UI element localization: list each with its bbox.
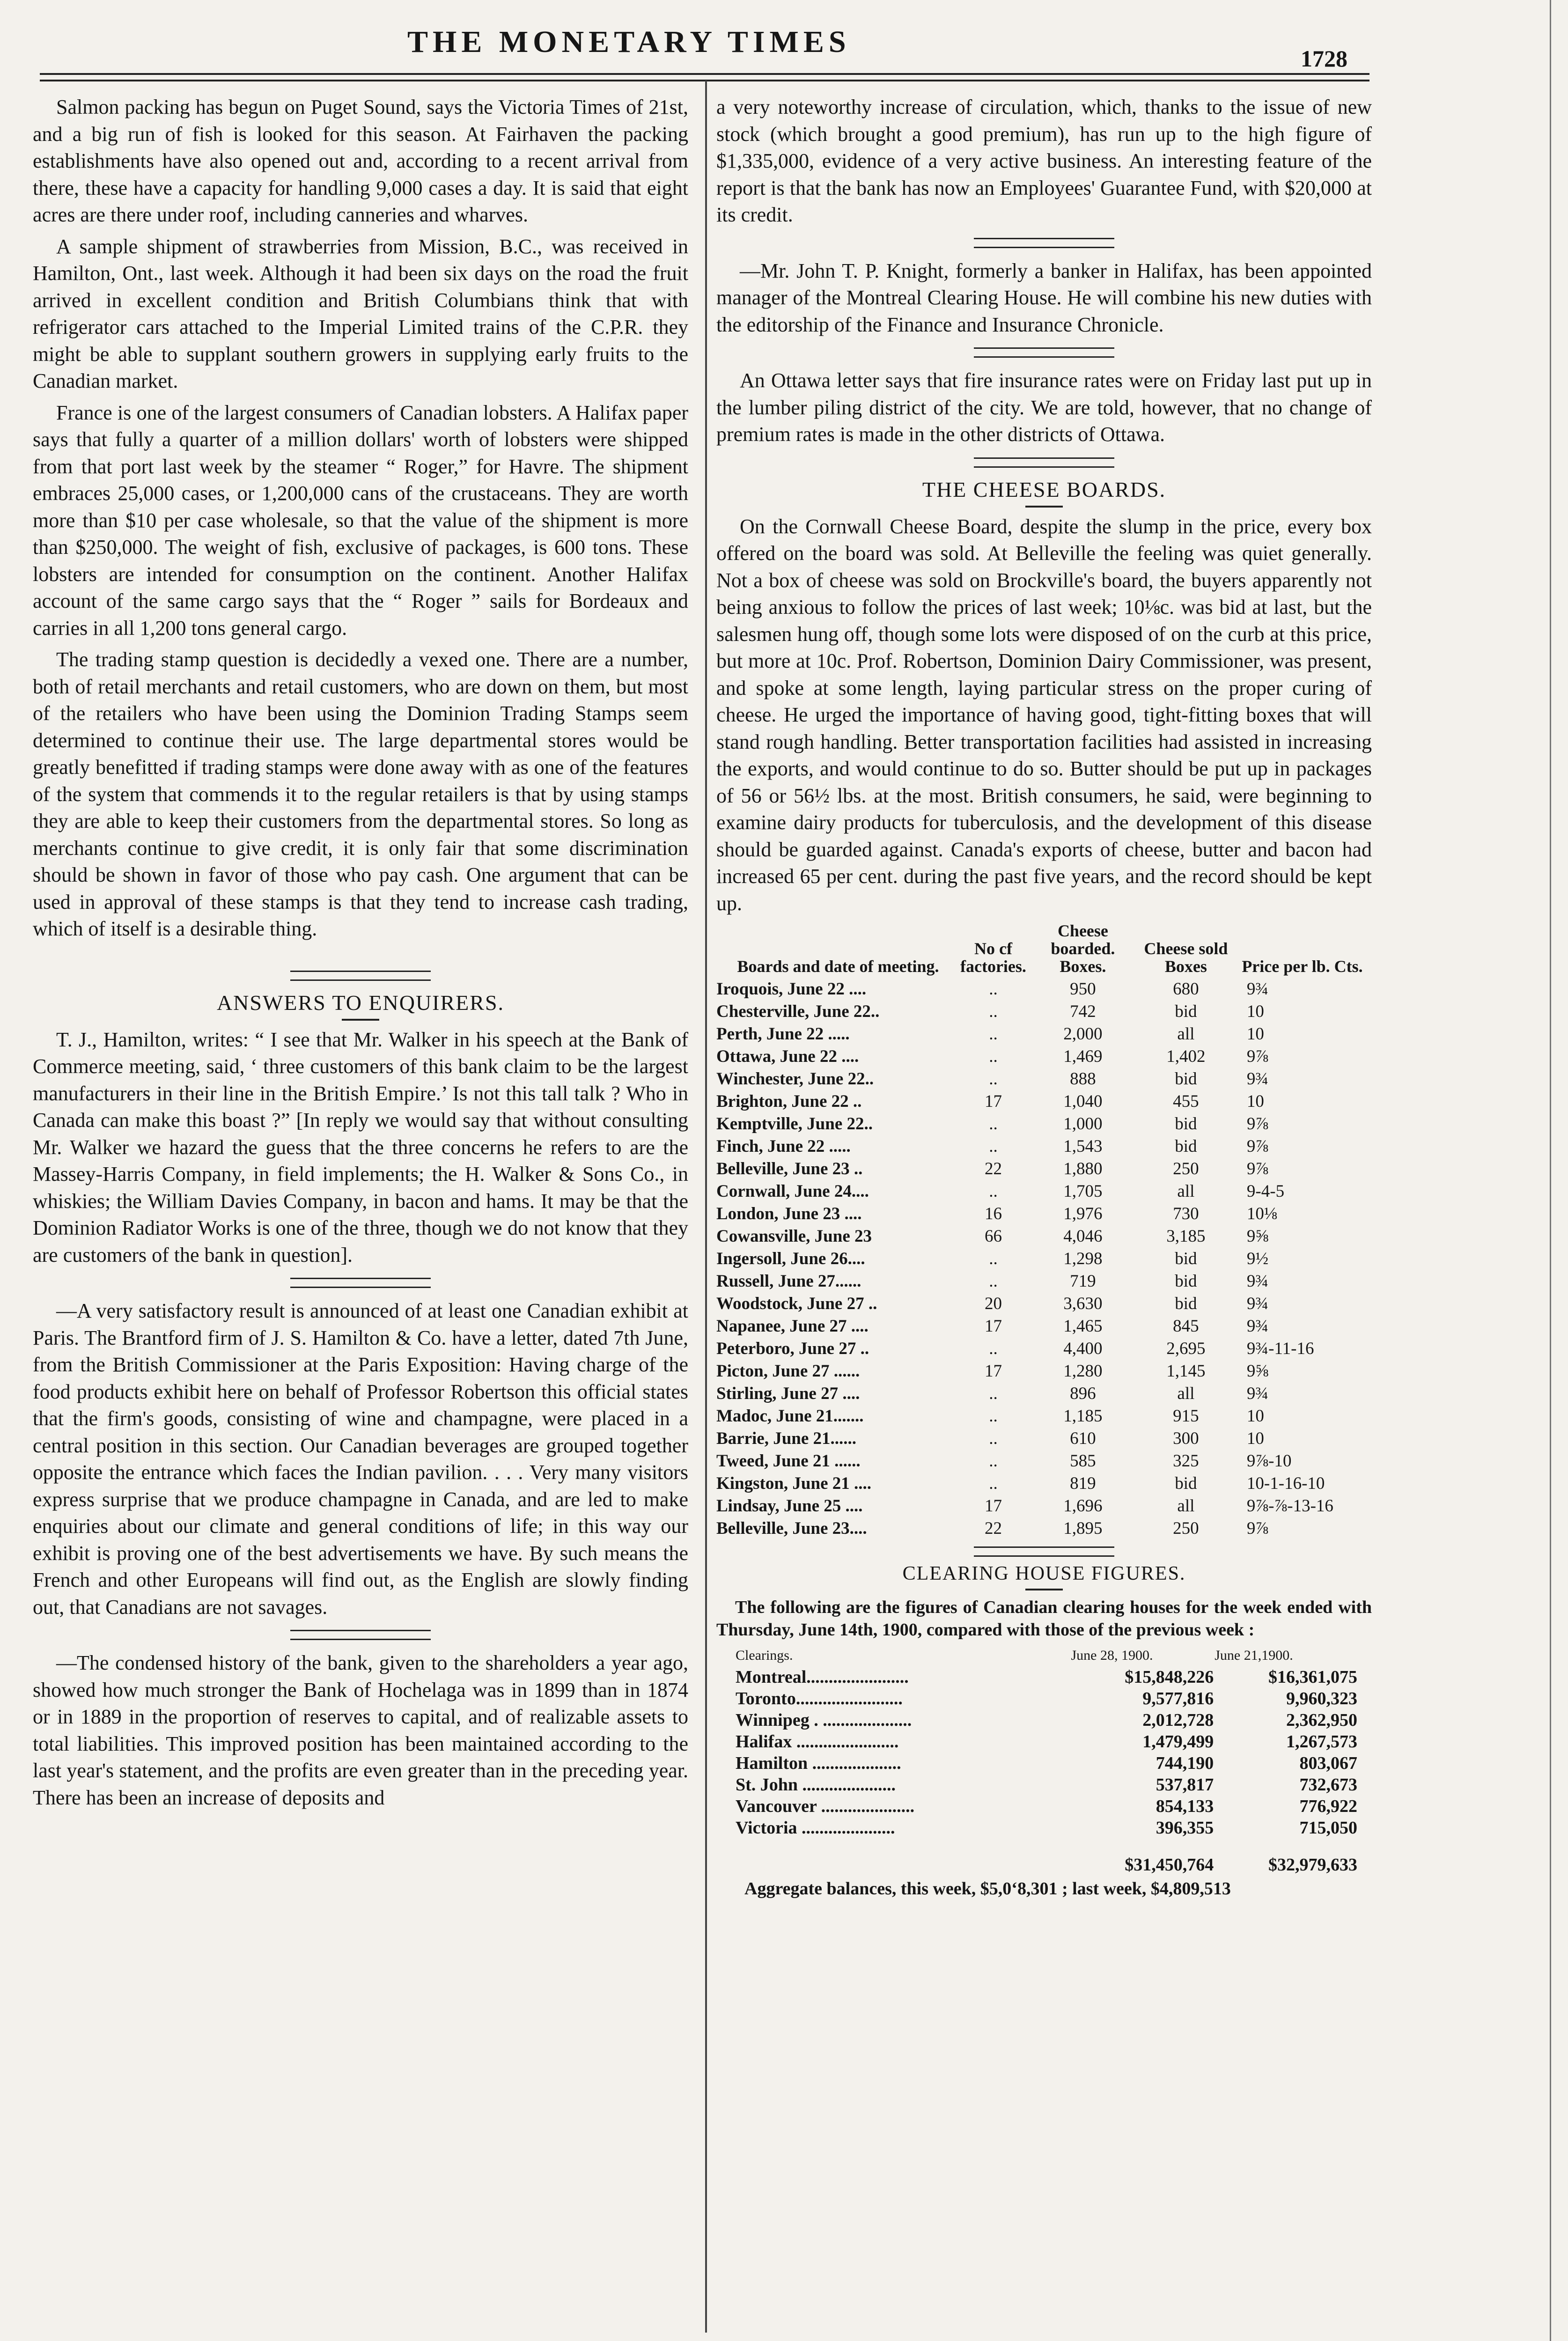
boarded-cell: 1,880 (1063, 1159, 1103, 1178)
table-row (716, 1270, 1372, 1293)
sold-cell: 300 (1173, 1429, 1199, 1448)
cheese-table-body (716, 978, 1372, 1540)
last-week-cell: 732,673 (1299, 1775, 1357, 1795)
masthead-title: THE MONETARY TIMES (407, 25, 851, 59)
factories-cell: .. (989, 1137, 998, 1156)
sold-cell: 250 (1173, 1519, 1199, 1538)
sold-cell: 250 (1173, 1159, 1199, 1178)
boarded-cell: 1,543 (1063, 1137, 1103, 1156)
table-row (716, 1405, 1372, 1428)
table-row (716, 1135, 1372, 1158)
section-separator (290, 1630, 431, 1640)
board-cell: Kingston, June 21 .... (716, 1474, 872, 1493)
boarded-cell: 1,298 (1063, 1249, 1103, 1268)
price-cell: 10 (1246, 1002, 1264, 1021)
board-cell: Napanee, June 27 .... (716, 1317, 869, 1336)
heading-underline (342, 1019, 379, 1021)
col-header-price: Price per lb. Cts. (1242, 957, 1363, 976)
sold-cell: bid (1175, 1272, 1197, 1291)
this-week-cell: 396,355 (1156, 1818, 1214, 1838)
board-cell: Russell, June 27...... (716, 1272, 861, 1291)
sold-cell: 680 (1173, 979, 1199, 999)
section-separator (290, 971, 431, 981)
board-cell: Stirling, June 27 .... (716, 1384, 860, 1403)
boarded-cell: 1,465 (1063, 1317, 1103, 1336)
totals-label (735, 1839, 1070, 1876)
price-cell: 10⅛ (1246, 1204, 1277, 1223)
section-separator (974, 457, 1114, 468)
sold-cell: 730 (1173, 1204, 1199, 1223)
price-cell: 9⅞-⅞-13-16 (1246, 1496, 1333, 1516)
factories-cell: 22 (984, 1519, 1002, 1538)
total-last-week: $32,979,633 (1268, 1855, 1357, 1875)
sold-cell: 3,185 (1166, 1227, 1206, 1246)
city-cell: Toronto........................ (736, 1689, 903, 1708)
price-cell: 10 (1246, 1092, 1264, 1111)
board-cell: Chesterville, June 22.. (716, 1002, 880, 1021)
board-cell: Finch, June 22 ..... (716, 1137, 851, 1156)
boarded-cell: 585 (1070, 1451, 1096, 1471)
price-cell: 9⅞ (1246, 1047, 1269, 1066)
sold-cell: 845 (1173, 1317, 1199, 1336)
cheese-heading: THE CHEESE BOARDS. (922, 477, 1166, 501)
board-cell: Ingersoll, June 26.... (716, 1249, 865, 1268)
table-row (716, 1472, 1372, 1495)
factories-cell: 66 (984, 1227, 1002, 1246)
last-week-cell: 9,960,323 (1286, 1689, 1357, 1708)
cheese-table-header (716, 921, 1372, 978)
sold-cell: bid (1175, 1249, 1197, 1268)
table-row (716, 1225, 1372, 1248)
price-cell: 9⅝ (1246, 1362, 1269, 1381)
clearing-table (735, 1645, 1358, 1876)
factories-cell: .. (989, 1272, 998, 1291)
sold-cell: bid (1175, 1114, 1197, 1134)
table-row (716, 1360, 1372, 1383)
table-row (735, 1774, 1358, 1796)
this-week-cell: 854,133 (1156, 1796, 1214, 1816)
table-row (716, 1495, 1372, 1517)
col-header-sold: Cheese sold Boxes (1144, 939, 1228, 976)
price-cell: 9⅞-10 (1246, 1451, 1292, 1471)
factories-cell: .. (989, 1249, 998, 1268)
article-salmon: Salmon packing has begun on Puget Sound, says the Victoria Times of 21st, and a big run of fish is looked for this season. At Fairhaven the packing establishments have also opened out and, according to a recent arrival from there, these have a capacity for handling 9,000 cases a day. It is said that eight acres are there under roof, including canneries and wharves. (33, 96, 688, 226)
article-bank-history: —The condensed history of the bank, given to the shareholders a year ago, showed how much stronger the Bank of Hochelaga was in 1899 than in 1874 or in 1889 in the proportion of reserves to capital, and of realizable assets to total liabilities. This improved position has been maintained according to the last year's statement, and the profits are even greater than in the preceding year. There has been an increase of deposits and (33, 1651, 688, 1809)
sold-cell: bid (1175, 1474, 1197, 1493)
header-double-rule (40, 73, 1369, 81)
article-cheese-boards: On the Cornwall Cheese Board, despite the slump in the price, every box offered on the board was sold. At Belleville the feeling was quiet generally. Not a box of cheese was sold on Brockville's board, the buyers apparently not being anxious to follow the prices of last week; 10⅛c. was bid at last, but the salesmen hung off, though some lots were disposed of on the curb at this price, but more at 10c. Prof. Robertson, Dominion Dairy Commissioner, was present, and spoke at some length, laying particular stress on the proper curing of cheese. He urged the importance of having good, tight-fitting boxes that will stand rough handling. Better transportation facilities had assisted in increasing the exports, and would continue to do so. Butter should be put up in packages of 56 or 56½ lbs. at the most. British consumers, he said, were beginning to examine dairy products for tuberculosis, and the development of this disease should be guarded against. Canada's exports of cheese, butter and bacon had increased 65 per cent. during the past five years, and the record should be kept up. (716, 515, 1372, 915)
price-cell: 9⅝ (1246, 1227, 1269, 1246)
board-cell: Lindsay, June 25 .... (716, 1496, 863, 1516)
clearing-table-body (735, 1666, 1358, 1876)
sold-cell: bid (1175, 1069, 1197, 1089)
price-cell: 9⅞ (1246, 1159, 1269, 1178)
sold-cell: all (1177, 1384, 1195, 1403)
table-row (716, 1090, 1372, 1113)
board-cell: Ottawa, June 22 .... (716, 1047, 859, 1066)
boarded-cell: 719 (1070, 1272, 1096, 1291)
table-row (716, 1045, 1372, 1068)
col-header-this-week: June 28, 1900. (1071, 1648, 1153, 1663)
table-row (716, 1180, 1372, 1203)
factories-cell: .. (989, 1047, 998, 1066)
last-week-cell: 776,922 (1299, 1796, 1357, 1816)
boarded-cell: 2,000 (1063, 1024, 1103, 1044)
city-cell: Hamilton .................... (736, 1753, 901, 1773)
col-header-factories: No cf factories. (960, 939, 1026, 976)
price-cell: 9¾ (1246, 1317, 1269, 1336)
board-cell: Peterboro, June 27 .. (716, 1339, 869, 1358)
table-row (735, 1709, 1358, 1731)
factories-cell: 17 (984, 1317, 1002, 1336)
clearing-heading: CLEARING HOUSE FIGURES. (902, 1563, 1186, 1584)
table-row (716, 1450, 1372, 1472)
sold-cell: 915 (1173, 1406, 1199, 1426)
clearing-table-header (735, 1645, 1358, 1666)
factories-cell: 17 (984, 1092, 1002, 1111)
left-column (33, 94, 688, 1816)
table-row (716, 1315, 1372, 1338)
col-header-board: Boards and date of meeting. (737, 957, 939, 976)
cheese-table (716, 921, 1372, 1540)
totals-row (735, 1839, 1358, 1876)
answers-heading: ANSWERS TO ENQUIRERS. (216, 990, 505, 1015)
boarded-cell: 1,280 (1063, 1362, 1103, 1381)
clearing-intro: The following are the figures of Canadian clearing houses for the week ended with Thursday, June 14th, 1900, compared with those of the previous week : (716, 1597, 1372, 1640)
factories-cell: .. (989, 1339, 998, 1358)
city-cell: Halifax ....................... (736, 1732, 899, 1752)
factories-cell: .. (989, 1474, 998, 1493)
heading-underline (1025, 506, 1063, 508)
boarded-cell: 610 (1070, 1429, 1096, 1448)
table-row (716, 1203, 1372, 1225)
price-cell: 9¾ (1246, 1069, 1269, 1089)
price-cell: 10 (1246, 1406, 1264, 1426)
right-column (716, 94, 1372, 1899)
table-row (716, 1517, 1372, 1540)
article-knight: —Mr. John T. P. Knight, formerly a banker in Halifax, has been appointed manager of the Montreal Clearing House. He will combine his new duties with the editorship of the Finance and Insurance Chronicle. (716, 259, 1372, 336)
factories-cell: .. (989, 1451, 998, 1471)
price-cell: 10 (1246, 1024, 1264, 1044)
boarded-cell: 1,705 (1063, 1182, 1103, 1201)
factories-cell: 22 (984, 1159, 1002, 1178)
city-cell: Montreal....................... (736, 1667, 909, 1687)
section-separator (974, 1546, 1114, 1557)
city-cell: St. John ..................... (736, 1775, 896, 1795)
factories-cell: .. (989, 1024, 998, 1044)
price-cell: 9¾ (1246, 1294, 1269, 1313)
price-cell: 9¾-11-16 (1246, 1339, 1314, 1358)
board-cell: Iroquois, June 22 .... (716, 979, 867, 999)
board-cell: Kemptville, June 22.. (716, 1114, 873, 1134)
price-cell: 9-4-5 (1246, 1182, 1285, 1201)
table-row (716, 1428, 1372, 1450)
aggregate-balances: Aggregate balances, this week, $5,0‘8,301 ; last week, $4,809,513 (744, 1879, 1231, 1899)
article-lobsters: France is one of the largest consumers of Canadian lobsters. A Halifax paper says that fully a quarter of a million dollars' worth of lobsters were shipped from that port last week by the steamer “ Roger,” for Havre. The shipment embraces 25,000 cases, or 1,200,000 cans of the crustaceans. They are worth more than $10 per case wholesale, so that the value of the shipment is more than $250,000. The weight of fish, exclusive of packages, is 600 tons. These lobsters are intended for consumption on the continent. Another Halifax account of the same cargo says that the “ Roger ” sails for Bordeaux and carries in all 1,200 tons general cargo. (33, 401, 688, 640)
factories-cell: 20 (984, 1294, 1002, 1313)
sold-cell: 2,695 (1166, 1339, 1206, 1358)
board-cell: Barrie, June 21...... (716, 1429, 857, 1448)
section-separator (290, 1278, 431, 1288)
sold-cell: 1,145 (1166, 1362, 1206, 1381)
boarded-cell: 819 (1070, 1474, 1096, 1493)
sold-cell: all (1177, 1182, 1195, 1201)
price-cell: 9¾ (1246, 1272, 1269, 1291)
boarded-cell: 4,400 (1063, 1339, 1103, 1358)
factories-cell: .. (989, 1406, 998, 1426)
last-week-cell: 2,362,950 (1286, 1710, 1357, 1730)
article-bank-continuation: a very noteworthy increase of circulation, which, thanks to the issue of new stock (which brought a good premium), has run up to the high figure of $1,335,000, evidence of a very active business. An interesting feature of the report is that the bank has now an Employees' Guarantee Fund, with $20,000 at its credit. (716, 96, 1372, 226)
page-number: 1728 (1301, 45, 1347, 72)
page-edge-line (1550, 0, 1551, 2341)
boarded-cell: 1,185 (1063, 1406, 1103, 1426)
boarded-cell: 888 (1070, 1069, 1096, 1089)
city-cell: Victoria ..................... (736, 1818, 895, 1838)
article-answers: T. J., Hamilton, writes: “ I see that Mr. Walker in his speech at the Bank of Commerce meeting, said, ‘ three customers of this bank claim to be the largest manufacturers in their line in the British Empire.’ Is not this tall talk ? Who in Canada can make this boast ?” [In reply we would say that without consulting Mr. Walker we hazard the guess that the three concerns he refers to are the Massey-Harris Company, in field implements; the H. Walker & Sons Co., in whiskies; the William Davies Company, in bacon and hams. It may be that the Dominion Radiator Works is one of the three, though we do not know that they are customers of the bank in question]. (33, 1028, 688, 1266)
factories-cell: .. (989, 1429, 998, 1448)
factories-cell: 17 (984, 1496, 1002, 1516)
price-cell: 10-1-16-10 (1246, 1474, 1325, 1493)
board-cell: Belleville, June 23 .. (716, 1159, 863, 1178)
last-week-cell: 803,067 (1299, 1753, 1357, 1773)
heading-underline (1025, 1589, 1063, 1590)
table-row (716, 1293, 1372, 1315)
boarded-cell: 1,000 (1063, 1114, 1103, 1134)
factories-cell: .. (989, 1384, 998, 1403)
this-week-cell: 537,817 (1156, 1775, 1214, 1795)
boarded-cell: 1,895 (1063, 1519, 1103, 1538)
boarded-cell: 3,630 (1063, 1294, 1103, 1313)
price-cell: 9⅞ (1246, 1114, 1269, 1134)
table-row (716, 1113, 1372, 1135)
factories-cell: .. (989, 1002, 998, 1021)
table-row (735, 1688, 1358, 1709)
article-ottawa: An Ottawa letter says that fire insurance rates were on Friday last put up in the lumber piling district of the city. We are told, however, that no change of premium rates is made in the other districts of Ottawa. (716, 369, 1372, 446)
board-cell: Winchester, June 22.. (716, 1069, 874, 1089)
board-cell: Madoc, June 21....... (716, 1406, 864, 1426)
sold-cell: bid (1175, 1294, 1197, 1313)
article-strawberries: A sample shipment of strawberries from Mission, B.C., was received in Hamilton, Ont., last week. Although it had been six days on the road the fruit arrived in excellent condition and British Columbians think that with refrigerator cars attached to the Imperial Limited trains of the C.P.R. they might be able to supplant southern growers in supplying early fruits to the Canadian market. (33, 235, 688, 392)
col-header-clearings: Clearings. (736, 1648, 793, 1663)
board-cell: Cowansville, June 23 (716, 1227, 872, 1246)
article-paris-exhibit: —A very satisfactory result is announced of at least one Canadian exhibit at Paris. The Brantford firm of J. S. Hamilton & Co. have a letter, dated 7th June, from the British Commissioner at the Paris Exposition: Having charge of the food products exhibit here on behalf of Professor Robertson this official states that the firm's goods, consisting of wine and champagne, were placed in a central position in this section. Our Canadian beverages are grouped together opposite the entrance which faces the Indian pavilion. . . . Very many visitors express surprise that we produce champagne in Canada, and are led to make enquiries about our climate and general conditions of life; in this way our exhibit is proving one of the best advertisements we have. By such means the French and other Europeans will find out, as the English are slowly finding out, that Canadians are not savages. (33, 1299, 688, 1619)
this-week-cell: 744,190 (1156, 1753, 1214, 1773)
sold-cell: 325 (1173, 1451, 1199, 1471)
boarded-cell: 1,696 (1063, 1496, 1103, 1516)
sold-cell: 1,402 (1166, 1047, 1206, 1066)
price-cell: 9⅞ (1246, 1519, 1269, 1538)
col-header-last-week: June 21,1900. (1215, 1648, 1293, 1663)
factories-cell: .. (989, 1182, 998, 1201)
factories-cell: 16 (984, 1204, 1002, 1223)
table-row (735, 1666, 1358, 1688)
boarded-cell: 742 (1070, 1002, 1096, 1021)
table-row (716, 1158, 1372, 1180)
factories-cell: .. (989, 1069, 998, 1089)
sold-cell: all (1177, 1496, 1195, 1516)
this-week-cell: 9,577,816 (1142, 1689, 1214, 1708)
table-row (716, 978, 1372, 1001)
board-cell: Brighton, June 22 .. (716, 1092, 862, 1111)
last-week-cell: $16,361,075 (1268, 1667, 1357, 1687)
price-cell: 9½ (1246, 1249, 1269, 1268)
table-row (716, 1068, 1372, 1090)
last-week-cell: 715,050 (1299, 1818, 1357, 1838)
factories-cell: 17 (984, 1362, 1002, 1381)
section-separator (974, 347, 1114, 358)
table-row (716, 1001, 1372, 1023)
boarded-cell: 896 (1070, 1384, 1096, 1403)
this-week-cell: $15,848,226 (1125, 1667, 1214, 1687)
col-header-boarded: Cheese boarded. Boxes. (1051, 921, 1115, 976)
board-cell: London, June 23 .... (716, 1204, 862, 1223)
price-cell: 9¾ (1246, 979, 1269, 999)
boarded-cell: 1,040 (1063, 1092, 1103, 1111)
table-row (735, 1796, 1358, 1817)
price-cell: 10 (1246, 1429, 1264, 1448)
last-week-cell: 1,267,573 (1286, 1732, 1357, 1752)
boarded-cell: 1,976 (1063, 1204, 1103, 1223)
boarded-cell: 950 (1070, 979, 1096, 999)
total-this-week: $31,450,764 (1125, 1855, 1214, 1875)
sold-cell: all (1177, 1024, 1195, 1044)
factories-cell: .. (989, 1114, 998, 1134)
sold-cell: bid (1175, 1137, 1197, 1156)
boarded-cell: 1,469 (1063, 1047, 1103, 1066)
sold-cell: 455 (1173, 1092, 1199, 1111)
city-cell: Winnipeg . .................... (736, 1710, 912, 1730)
table-row (716, 1248, 1372, 1270)
this-week-cell: 2,012,728 (1142, 1710, 1214, 1730)
board-cell: Belleville, June 23.... (716, 1519, 867, 1538)
price-cell: 9¾ (1246, 1384, 1269, 1403)
column-divider (705, 81, 707, 2333)
section-separator (974, 238, 1114, 248)
boarded-cell: 4,046 (1063, 1227, 1103, 1246)
board-cell: Picton, June 27 ...... (716, 1362, 860, 1381)
price-cell: 9⅞ (1246, 1137, 1269, 1156)
table-row (716, 1338, 1372, 1360)
city-cell: Vancouver ..................... (736, 1796, 915, 1816)
table-row (716, 1383, 1372, 1405)
board-cell: Tweed, June 21 ...... (716, 1451, 861, 1471)
this-week-cell: 1,479,499 (1142, 1732, 1214, 1752)
table-row (735, 1817, 1358, 1839)
board-cell: Cornwall, June 24.... (716, 1182, 869, 1201)
board-cell: Woodstock, June 27 .. (716, 1294, 877, 1313)
sold-cell: bid (1175, 1002, 1197, 1021)
table-row (735, 1731, 1358, 1752)
table-row (716, 1023, 1372, 1045)
table-row (735, 1752, 1358, 1774)
factories-cell: .. (989, 979, 998, 999)
article-trading-stamps: The trading stamp question is decidedly a vexed one. There are a number, both of retail merchants and retail customers, who are down on them, but most of the retailers who have been using the Dominion Trading Stamps seem determined to continue their use. The large departmental stores would be greatly benefitted if trading stamps were done away with as one of the features of the system that commends it to the regular retailers is that by using stamps they are able to keep their customers from the departmental stores. So long as merchants continue to give credit, it is only fair that some discrimination should be shown in favor of those who pay cash. One argument that can be used in approval of these stamps is that they tend to increase cash trading, which of itself is a desirable thing. (33, 648, 688, 940)
board-cell: Perth, June 22 ..... (716, 1024, 850, 1044)
